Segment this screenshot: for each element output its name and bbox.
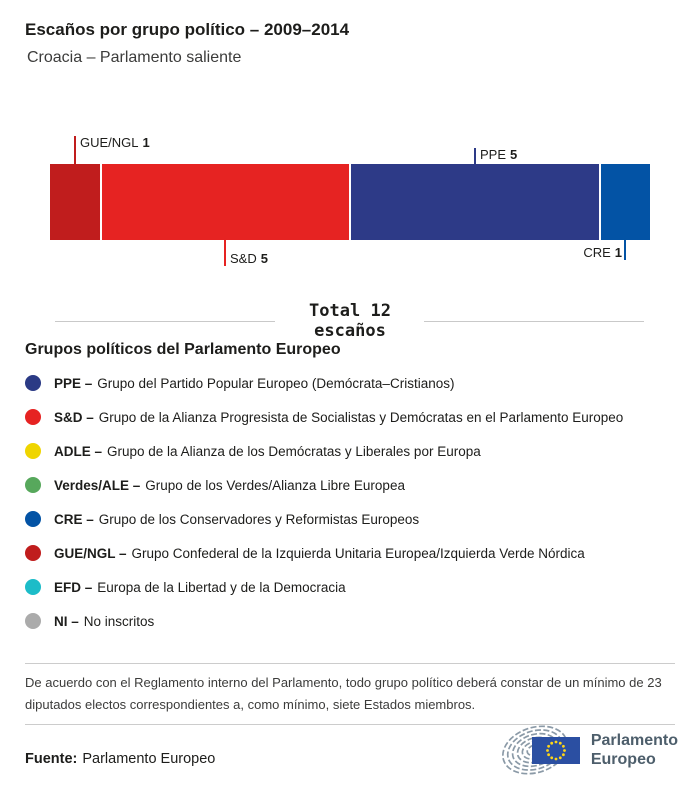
callout-tick-ppe — [474, 148, 476, 164]
parliament-hemicycle-flag-icon — [499, 725, 583, 775]
legend-item-text — [54, 614, 154, 629]
legend-item-desc: Grupo del Partido Popular Europeo (Demócrata–Cristianos) — [97, 375, 455, 391]
logo-wordmark-line1: Parlamento — [590, 732, 678, 749]
legend-item-abbr: PPE – — [54, 375, 93, 391]
legend-item-abbr: NI – — [54, 613, 79, 629]
legend-item-abbr: ADLE – — [54, 443, 103, 459]
legend-list — [25, 366, 685, 638]
legend-item-abbr: CRE – — [54, 511, 94, 527]
callout-label-name: PPE — [480, 147, 507, 162]
logo-wordmark — [591, 731, 678, 769]
total-seats-label — [0, 301, 700, 341]
legend-item-text — [54, 410, 623, 425]
callout-label-s-d — [230, 251, 268, 266]
seats-stacked-bar-chart — [0, 0, 700, 300]
legend-item-cre — [25, 502, 685, 536]
legend-item-abbr: GUE/NGL – — [54, 545, 127, 561]
callout-label-value: 5 — [260, 251, 268, 266]
total-seats-line2: escaños — [314, 321, 386, 341]
total-seats-line1: Total 12 — [309, 301, 391, 321]
legend-item-desc: Grupo Confederal de la Izquierda Unitaria Europea/Izquierda Verde Nórdica — [131, 545, 585, 561]
bar-segment-ppe — [351, 164, 599, 240]
callout-label-name: S&D — [230, 251, 257, 266]
legend-dot-efd — [25, 579, 41, 595]
legend-dot-verdes-ale — [25, 477, 41, 493]
legend-item-desc: Grupo de la Alianza de los Demócratas y Liberales por Europa — [107, 443, 481, 459]
callout-label-value: 5 — [510, 147, 518, 162]
callout-tick-s-d — [224, 240, 226, 266]
legend-item-verdes-ale — [25, 468, 685, 502]
legend-item-abbr: S&D – — [54, 409, 94, 425]
legend-heading: Grupos políticos del Parlamento Europeo — [25, 341, 341, 358]
bar-segment-s-d — [102, 164, 350, 240]
callout-label-value: 1 — [614, 245, 622, 260]
footnote-divider-top — [25, 663, 675, 664]
callout-label-cre — [583, 245, 622, 260]
legend-item-text — [54, 546, 585, 561]
legend-item-gue-ngl — [25, 536, 685, 570]
source-label: Fuente: — [25, 751, 78, 767]
legend-item-abbr: EFD – — [54, 579, 93, 595]
legend-item-text — [54, 376, 454, 391]
callout-label-value: 1 — [142, 135, 150, 150]
legend-item-desc: Europa de la Libertad y de la Democracia — [97, 579, 346, 595]
footnote-text: De acuerdo con el Reglamento interno del Parlamento, todo grupo político deberá constar de un mínimo de 23 diputados electos correspondientes a, como mínimo, siete Estados miembros. — [25, 675, 662, 712]
legend-dot-cre — [25, 511, 41, 527]
callout-label-name: GUE/NGL — [80, 135, 139, 150]
european-parliament-logo — [499, 725, 678, 775]
legend-item-text — [54, 512, 419, 527]
legend-item-adle — [25, 434, 685, 468]
source-line — [25, 751, 215, 767]
callout-label-ppe — [480, 147, 517, 162]
legend-item-text — [54, 478, 405, 493]
legend-item-ni — [25, 604, 685, 638]
legend-dot-s-d — [25, 409, 41, 425]
callout-label-gue-ngl — [80, 135, 150, 150]
legend-dot-ni — [25, 613, 41, 629]
callout-tick-gue-ngl — [74, 136, 76, 164]
source-text: Parlamento Europeo — [82, 751, 216, 767]
stacked-bar — [50, 164, 650, 240]
logo-wordmark-line2: Europeo — [590, 751, 656, 768]
legend-item-text — [54, 580, 346, 595]
callout-tick-cre — [624, 240, 626, 260]
legend-item-abbr: Verdes/ALE – — [54, 477, 141, 493]
legend-item-efd — [25, 570, 685, 604]
page-title: Escaños por grupo político – 2009–2014 — [25, 20, 350, 39]
legend-item-desc: Grupo de la Alianza Progresista de Socialistas y Demócratas en el Parlamento Europeo — [98, 409, 624, 425]
legend-item-desc: No inscritos — [83, 613, 155, 629]
legend-item-text — [54, 444, 481, 459]
legend-item-ppe — [25, 366, 685, 400]
legend-dot-ppe — [25, 375, 41, 391]
legend-item-s-d — [25, 400, 685, 434]
legend-dot-gue-ngl — [25, 545, 41, 561]
bar-segment-cre — [601, 164, 651, 240]
bar-segment-gue-ngl — [50, 164, 100, 240]
callout-label-name: CRE — [583, 245, 611, 260]
legend-item-desc: Grupo de los Conservadores y Reformistas Europeos — [98, 511, 420, 527]
legend-dot-adle — [25, 443, 41, 459]
legend-item-desc: Grupo de los Verdes/Alianza Libre Europea — [145, 477, 405, 493]
page-subtitle: Croacia – Parlamento saliente — [27, 49, 242, 66]
